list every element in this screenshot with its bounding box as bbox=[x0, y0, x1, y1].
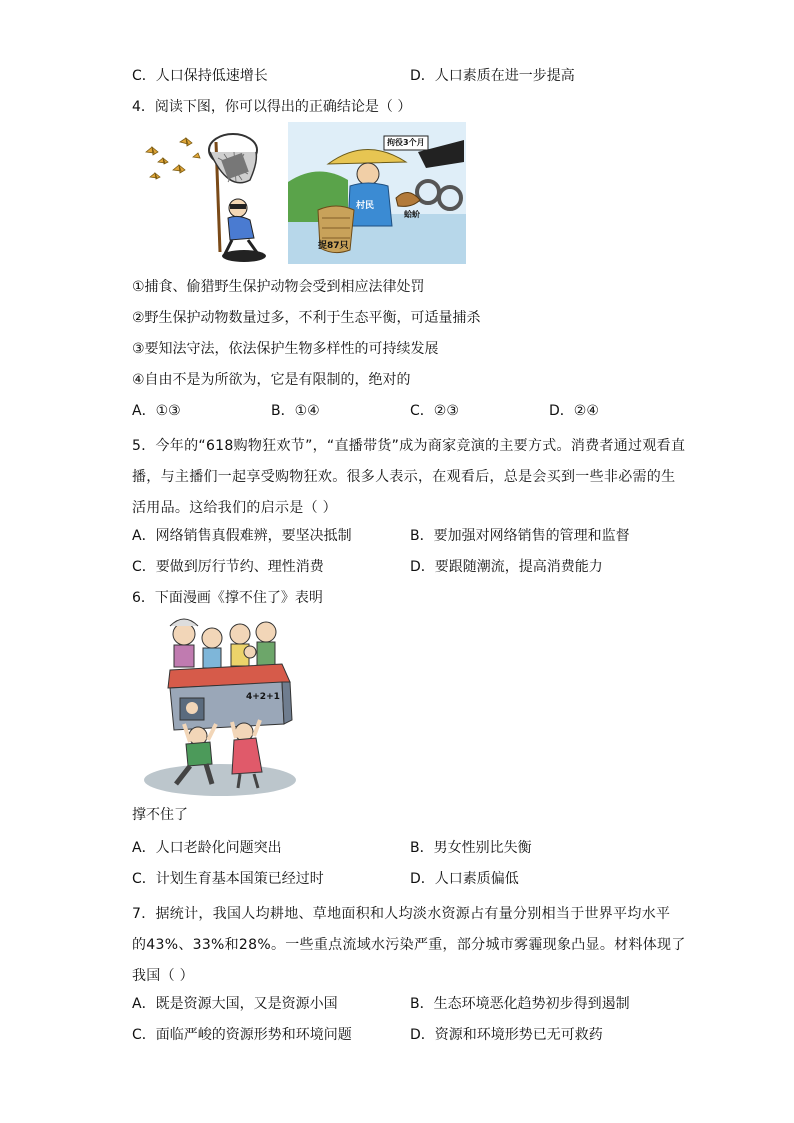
q4-statement-4: ④自由不是为所欲为，它是有限制的，绝对的 bbox=[132, 372, 411, 388]
q6-option-a: A．人口老龄化问题突出 bbox=[132, 840, 282, 856]
q7-stem-line-3: 我国（ ） bbox=[132, 968, 194, 984]
q6-option-d: D．人口素质偏低 bbox=[410, 871, 519, 887]
q6-option-b: B．男女性别比失衡 bbox=[410, 840, 532, 856]
q4-option-c: C．②③ bbox=[410, 403, 459, 419]
q6-caption: 撑不住了 bbox=[132, 807, 188, 823]
q5-stem-line-3: 活用品。这给我们的启示是（ ） bbox=[132, 500, 337, 516]
q7-stem-line-1: 7．据统计，我国人均耕地、草地面积和人均淡水资源占有量分别相当于世界平均水平 bbox=[132, 906, 671, 922]
q5-option-c: C．要做到厉行节约、理性消费 bbox=[132, 559, 324, 575]
q7-option-d: D．资源和环境形势已无可救药 bbox=[410, 1027, 603, 1043]
q4-option-a: A．①③ bbox=[132, 403, 181, 419]
q7-option-b: B．生态环境恶化趋势初步得到遏制 bbox=[410, 996, 630, 1012]
q3-option-d: D．人口素质在进一步提高 bbox=[410, 68, 575, 84]
q4-cartoon-right bbox=[288, 122, 466, 264]
q4-animal-label: 蛤蚧 bbox=[404, 210, 420, 219]
q6-option-c: C．计划生育基本国策已经过时 bbox=[132, 871, 324, 887]
q7-stem-line-2: 的43%、33%和28%。一些重点流域水污染严重，部分城市雾霾现象凸显。材料体现了 bbox=[132, 937, 686, 953]
q4-bag-label: 捉87只 bbox=[318, 241, 349, 251]
q7-option-c: C．面临严峻的资源形势和环境问题 bbox=[132, 1027, 352, 1043]
q4-cartoon-right-illustration bbox=[288, 122, 466, 264]
q4-stem: 4．阅读下图，你可以得出的正确结论是（ ） bbox=[132, 99, 412, 115]
q4-cartoon-left bbox=[138, 122, 286, 264]
q6-cartoon-illustration bbox=[140, 612, 298, 798]
q4-statement-3: ③要知法守法，依法保护生物多样性的可持续发展 bbox=[132, 341, 439, 357]
q5-option-a: A．网络销售真假难辨，要坚决抵制 bbox=[132, 528, 352, 544]
q4-villager-label: 村民 bbox=[356, 201, 375, 211]
q4-option-b: B．①④ bbox=[271, 403, 320, 419]
q7-option-a: A．既是资源大国，又是资源小国 bbox=[132, 996, 338, 1012]
q4-statement-1: ①捕食、偷猎野生保护动物会受到相应法律处罚 bbox=[132, 279, 425, 295]
q4-option-d: D．②④ bbox=[549, 403, 599, 419]
q4-sign-text: 拘役3个月 bbox=[387, 138, 425, 147]
q6-stem: 6．下面漫画《撑不住了》表明 bbox=[132, 590, 323, 606]
q5-option-d: D．要跟随潮流，提高消费能力 bbox=[410, 559, 603, 575]
q7-stem bbox=[132, 899, 686, 992]
q3-option-c: C．人口保持低速增长 bbox=[132, 68, 268, 84]
q5-stem bbox=[132, 431, 686, 524]
q5-stem-line-2: 播，与主播们一起享受购物狂欢。很多人表示，在观看后，总是会买到一些非必需的生 bbox=[132, 469, 676, 485]
q5-option-b: B．要加强对网络销售的管理和监督 bbox=[410, 528, 630, 544]
q6-house-label: 4+2+1 bbox=[246, 692, 280, 702]
q6-cartoon bbox=[140, 612, 298, 798]
q5-stem-line-1: 5．今年的“618购物狂欢节”，“直播带货”成为商家竞演的主要方式。消费者通过观看直 bbox=[132, 438, 686, 454]
q4-cartoon-left-illustration bbox=[138, 122, 286, 264]
q4-statement-2: ②野生保护动物数量过多，不利于生态平衡，可适量捕杀 bbox=[132, 310, 481, 326]
